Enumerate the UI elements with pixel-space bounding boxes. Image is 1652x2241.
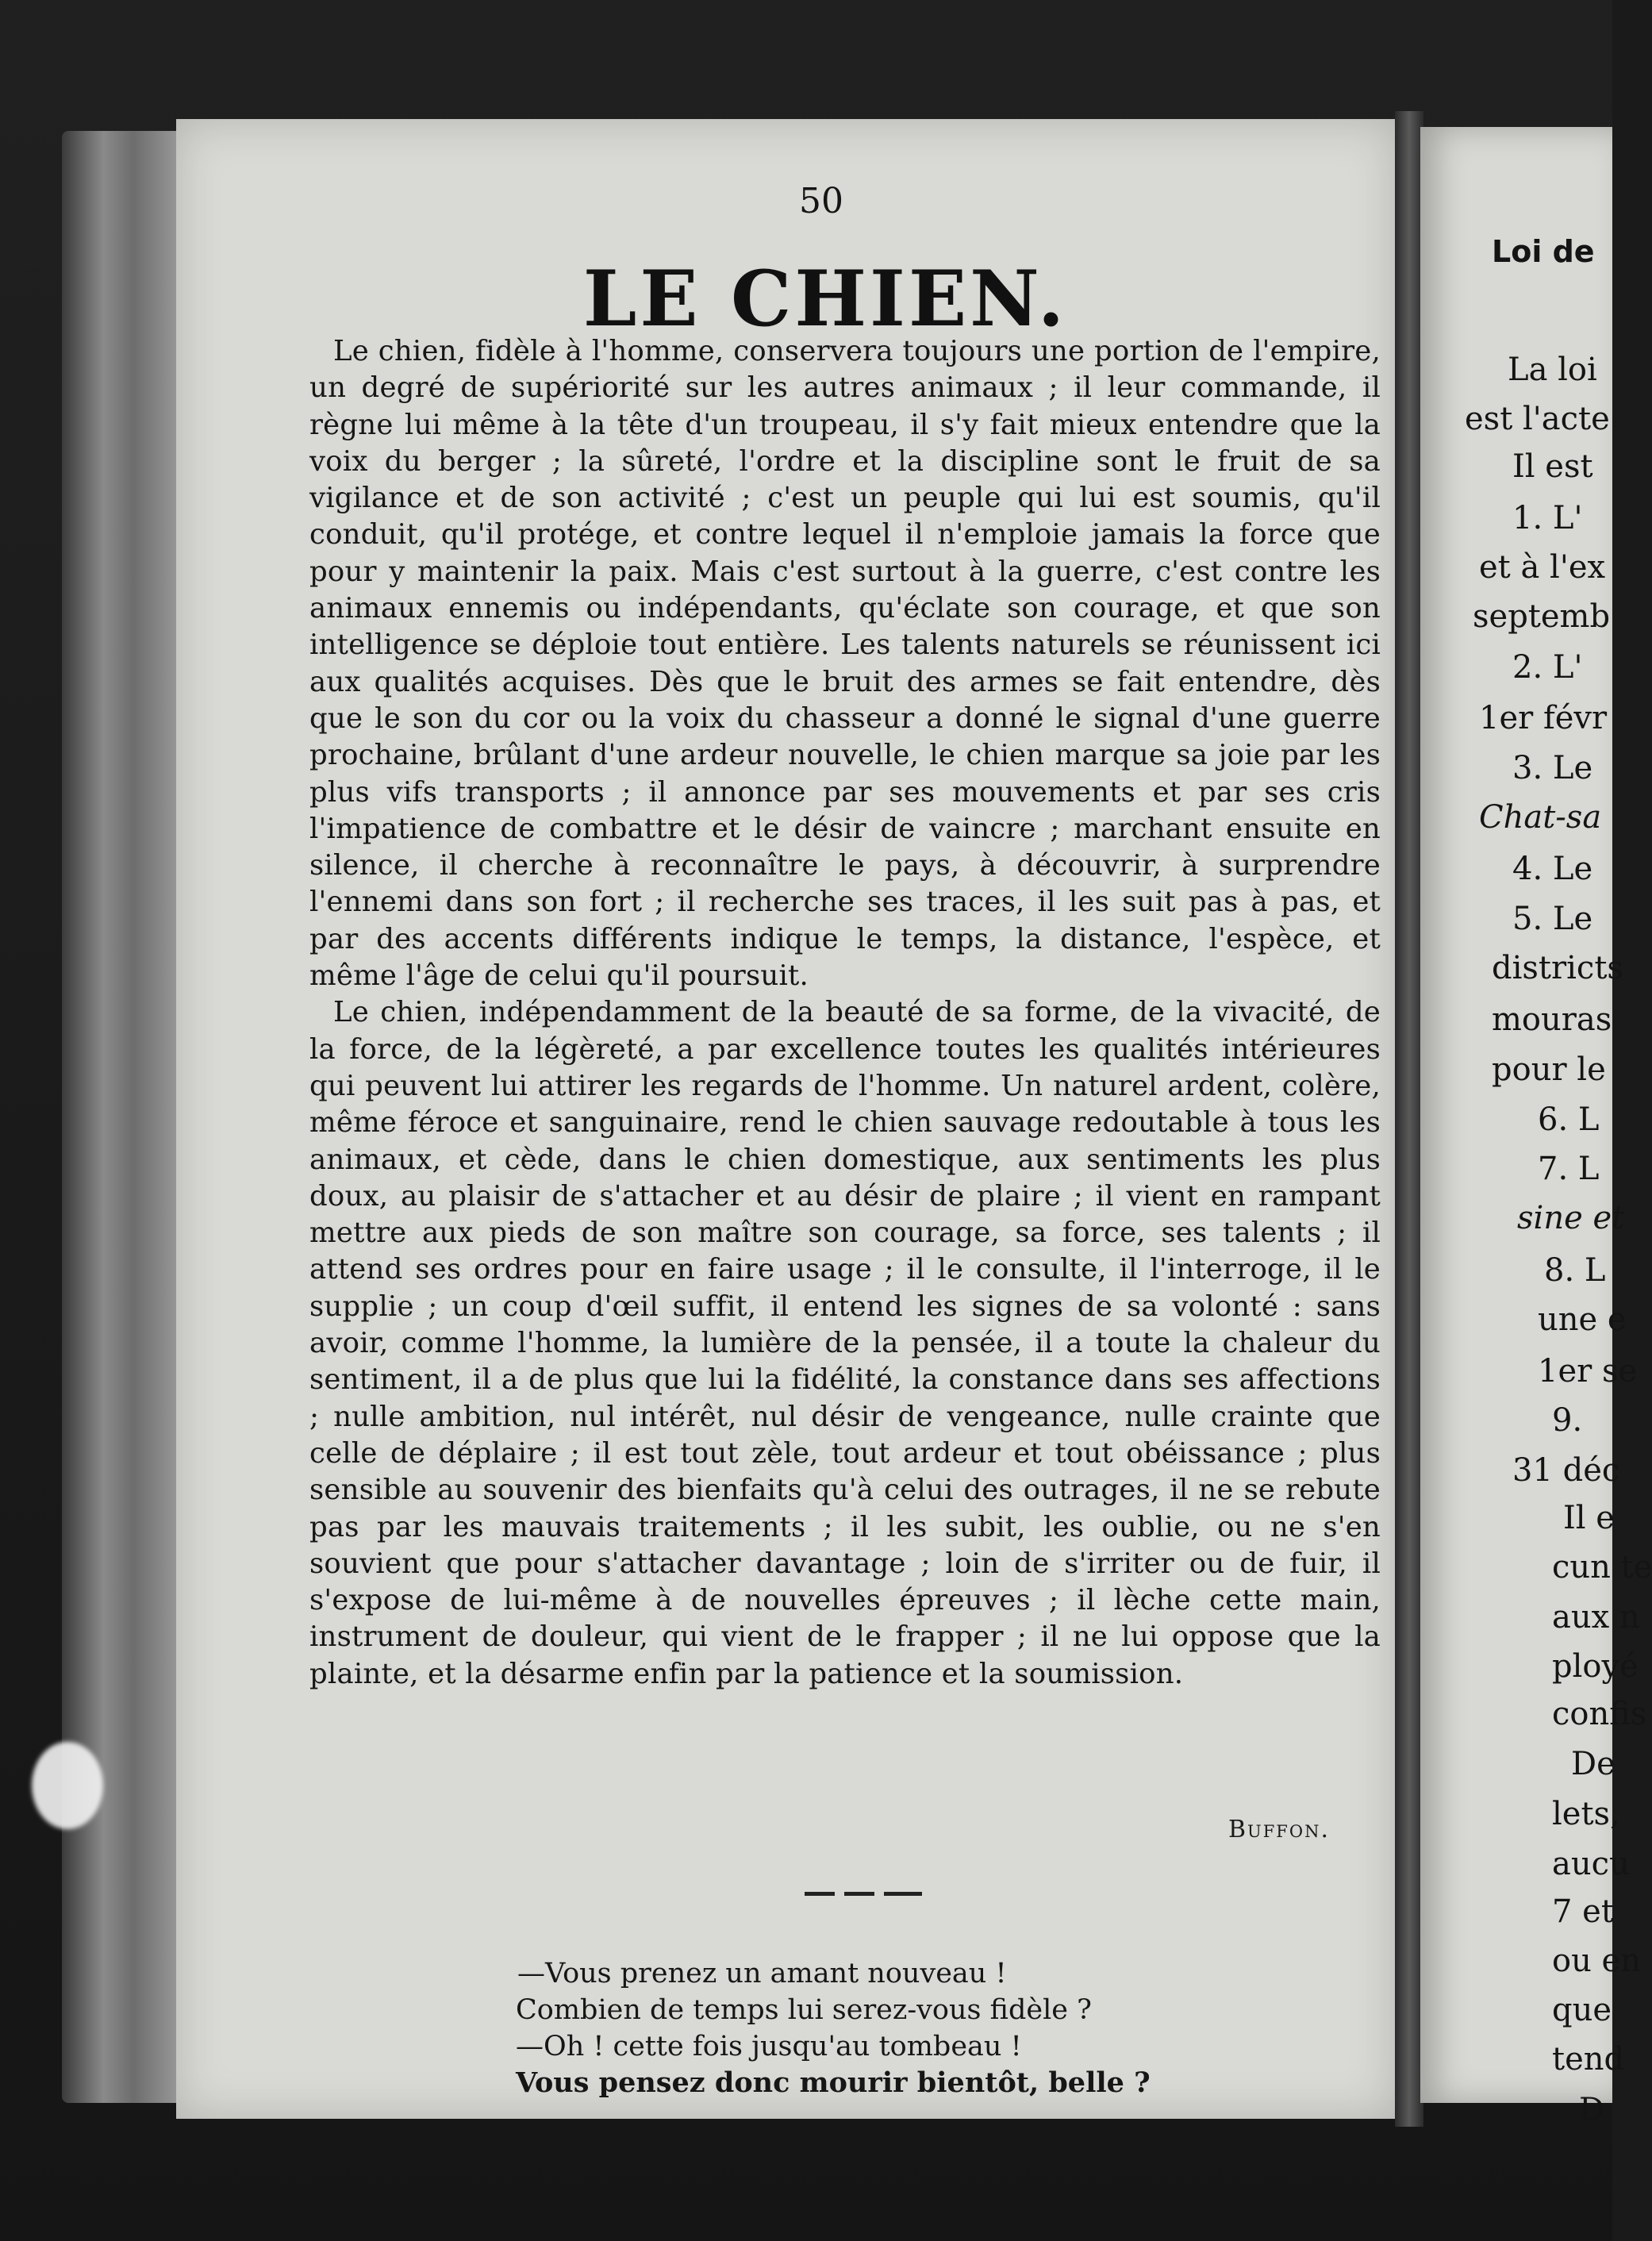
right-page-line: ployé	[1552, 1648, 1639, 1685]
right-page-line: 7 et	[1552, 1893, 1614, 1930]
book-gutter	[1395, 111, 1423, 2127]
right-page-line: Chat-sa	[1479, 799, 1602, 836]
right-page-line: pour le	[1492, 1051, 1606, 1088]
poem-line: Combien de temps lui serez-vous fidèle ?	[516, 1994, 1092, 2026]
page-number: 50	[799, 181, 843, 221]
poem-line: —Oh ! cette fois jusqu'au tombeau !	[516, 2031, 1022, 2062]
right-page-line: que	[1552, 1992, 1612, 2028]
right-page-line: 31 déc	[1512, 1452, 1620, 1489]
right-page-line: aucu	[1552, 1846, 1630, 1882]
article-title: LE CHIEN.	[582, 254, 1068, 344]
right-page-line: 6. L	[1538, 1101, 1600, 1138]
right-page-line: 9.	[1552, 1402, 1583, 1439]
right-page-line: lets,	[1552, 1796, 1620, 1832]
right-page-line: 8. L	[1544, 1252, 1606, 1289]
right-page-line: mouras	[1492, 1001, 1612, 1038]
right-page-line: 7. L	[1538, 1151, 1600, 1187]
article-paragraph-2: Le chien, indépendamment de la beauté de sa forme, de la vivacité, de la force, de la légèreté, a par excellence toutes les qualités intérieures qui peuvent lui attirer les regards de l'homme. Un naturel ardent, colère, même féroce et sanguinaire, rend le chien sauvage redoutable à tous les animaux, et cède, dans le chien domestique, aux sentiments les plus doux, au plaisir de s'attacher et au désir de plaire ; il vient en rampant mettre aux pieds de son maître son courage, sa force, ses talents ; il attend ses ordres pour en faire usage ; il le consulte, il l'interroge, il le supplie ; un coup d'œil suffit, il entend les signes de sa volonté : sans avoir, comme l'homme, la lumière de la pensée, il a toute la chaleur du sentiment, il a de plus que lui la fidélité, la constance dans ses affections ; nulle ambition, nul intérêt, nul désir de vengeance, nulle crainte que celle de déplaire ; il est tout zèle, tout ardeur et tout obéissance ; plus sensible au souvenir des bienfaits qu'à celui des outrages, il ne se rebute pas par les mauvais traitements ; il les subit, les oublie, ou ne s'en souvient que pour s'attacher davantage ; loin de s'irriter ou de fuir, il s'expose de lui-même à de nouvelles épreuves ; il lèche cette main, instrument de douleur, qui vient de le frapper ; il ne lui oppose que la plainte, et la désarme enfin par la patience et la soumission.	[309, 996, 1381, 1690]
right-page-line: Il est	[1512, 448, 1593, 485]
right-page-line: La loi	[1508, 352, 1597, 388]
paper-speck	[32, 1742, 103, 1829]
separator-rule	[805, 1892, 924, 1898]
right-page-line: 1er févr	[1479, 700, 1608, 736]
right-page-line: aux n	[1552, 1599, 1640, 1636]
right-page-line: ou en	[1552, 1943, 1641, 1979]
right-page-line: 4. Le	[1512, 851, 1593, 887]
right-page	[1420, 127, 1652, 2128]
article-paragraph-1: Le chien, fidèle à l'homme, conservera toujours une portion de l'empire, un degré de supériorité sur les autres animaux ; il leur commande, il règne lui même à la tête d'un troupeau, il s'y fait mieux entendre que la voix du berger ; la sûreté, l'ordre et la discipline sont le fruit de sa vigilance et de son activité ; c'est un peuple qui lui est soumis, qu'il conduit, qu'il protége, et contre lequel il n'emploie jamais la force que pour y maintenir la paix. Mais c'est surtout à la guerre, c'est contre les animaux ennemis ou indépendants, qu'éclate son courage, et que son intelligence se déploie tout entière. Les talents naturels se réunissent ici aux qualités acquises. Dès que le bruit des armes se fait entendre, dès que le son du cor ou la voix du chasseur a donné le signal d'une guerre prochaine, brûlant d'une ardeur nouvelle, le chien marque sa joie par les plus vifs transports ; il annonce par ses mouvements et par ses cris l'impatience de combattre et le désir de vaincre ; marchant ensuite en silence, il cherche à reconnaître le pays, à découvrir, à surprendre l'ennemi dans son fort ; il recherche ses traces, il les suit pas à pas, et par des accents différents indique le temps, la distance, l'espèce, et même l'âge de celui qu'il poursuit.	[309, 335, 1381, 993]
poem-line: Vous pensez donc mourir bientôt, belle ?	[516, 2066, 1151, 2099]
right-page-line: sine et	[1517, 1200, 1625, 1236]
right-page-line: 1. L'	[1512, 500, 1583, 536]
right-page-line: 3. Le	[1512, 750, 1593, 786]
right-page-line: 2. L'	[1512, 649, 1583, 686]
right-page-line: une e	[1538, 1301, 1627, 1338]
right-page-line: tend	[1552, 2041, 1625, 2078]
right-page-line: De	[1571, 1746, 1616, 1782]
article-body	[309, 333, 1381, 1693]
right-page-line: et à l'ex	[1479, 549, 1606, 586]
right-page-line: D	[1579, 2092, 1605, 2128]
right-page-line: cun te	[1552, 1549, 1652, 1586]
poem-line: —Vous prenez un amant nouveau !	[517, 1958, 1007, 1989]
right-page-line: 1er se	[1538, 1353, 1638, 1390]
right-page-line: Loi de	[1492, 234, 1595, 269]
right-page-line: districts	[1492, 950, 1623, 986]
right-page-line: 5. Le	[1512, 901, 1593, 937]
right-page-line: septemb	[1473, 598, 1611, 635]
right-page-line: confis	[1552, 1696, 1647, 1732]
right-page-line: est l'acte	[1465, 401, 1610, 437]
right-page-line: Il e	[1563, 1500, 1615, 1536]
article-author: Buffon.	[1227, 1816, 1330, 1843]
poem	[516, 1955, 1230, 2101]
